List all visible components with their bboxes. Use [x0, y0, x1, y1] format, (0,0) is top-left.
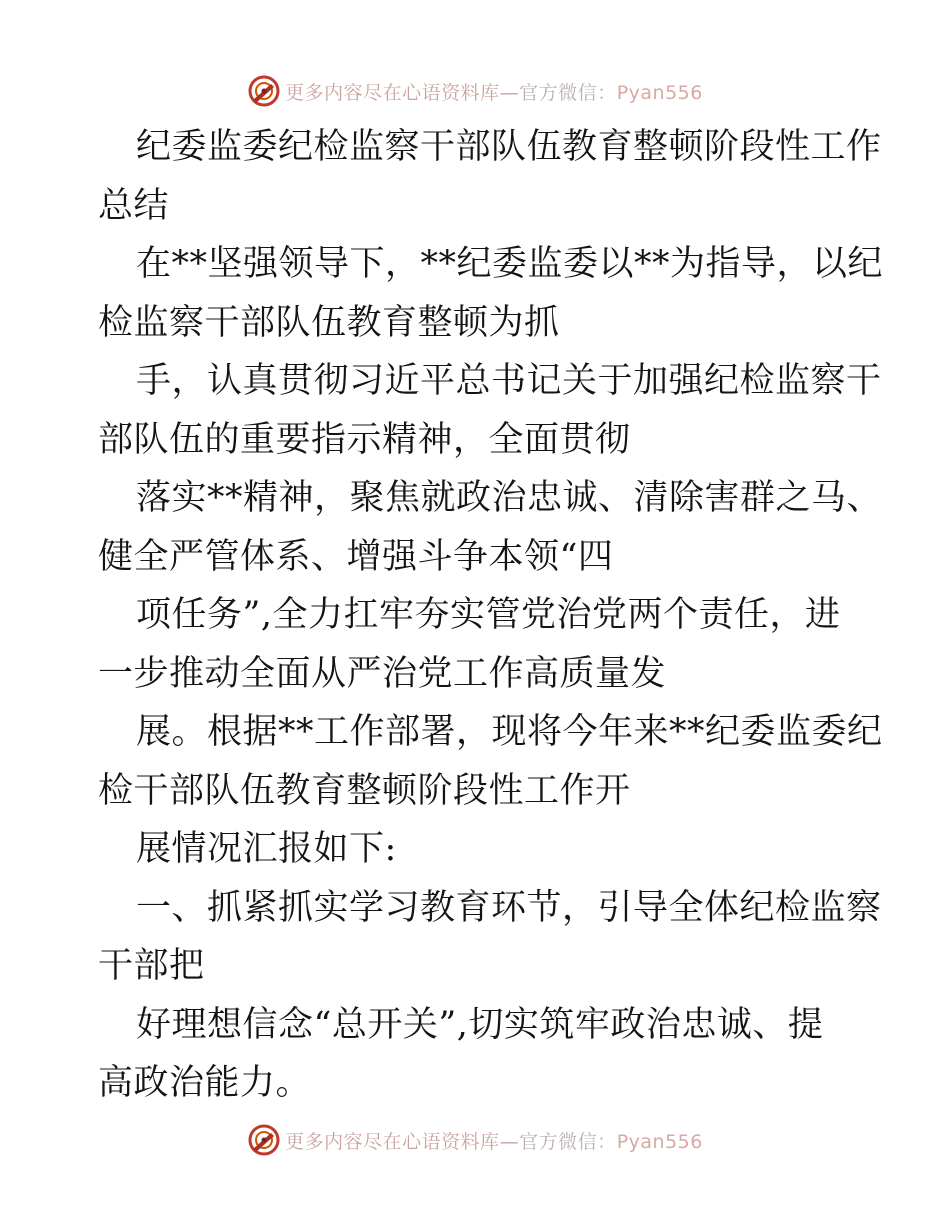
doc-title-line: 总结: [98, 185, 170, 226]
header-watermark: [0, 71, 950, 111]
logo-icon: [247, 74, 281, 108]
doc-title-line: 纪委监委纪检监察干部队伍教育整顿阶段性工作: [136, 127, 882, 167]
watermark-label: 官方微信：: [519, 81, 617, 104]
paragraph-line: 好理想信念“总开关”,切实筑牢政治忠诚、提: [136, 1004, 824, 1045]
paragraph-line: 展情况汇报如下:: [136, 829, 397, 869]
paragraph-line: 在**坚强领导下，**纪委监委以**为指导，以纪: [136, 244, 884, 284]
section-heading-line: 一、抓紧抓实学习教育环节，引导全体纪检监察: [136, 887, 882, 928]
paragraph-line: 健全严管体系、增强斗争本领“四: [98, 536, 614, 577]
watermark-text: 更多内容尽在心语资料库—: [285, 1130, 520, 1153]
paragraph-line: 落实**精神，聚焦就政治忠诚、清除害群之马、: [136, 478, 883, 518]
footer-watermark: [0, 1120, 950, 1160]
paragraph-line: 部队伍的重要指示精神，全面贯彻: [98, 419, 631, 460]
logo-icon: [247, 1123, 281, 1157]
paragraph-line: 一步推动全面从严治党工作高质量发: [98, 653, 667, 694]
section-heading-line: 干部把: [98, 946, 205, 986]
paragraph-line: 检监察干部队伍教育整顿为抓: [98, 302, 560, 343]
paragraph-line: 检干部队伍教育整顿阶段性工作开: [98, 770, 631, 811]
watermark-id: Pyan556: [616, 1130, 703, 1153]
watermark-id: Pyan556: [616, 81, 703, 104]
paragraph-line: 展。根据**工作部署，现将今年来**纪委监委纪: [136, 712, 883, 752]
watermark-text: 更多内容尽在心语资料库—: [285, 81, 520, 104]
paragraph-line: 手，认真贯彻习近平总书记关于加强纪检监察干: [136, 361, 882, 401]
paragraph-line: 项任务”,全力扛牢夯实管党治党两个责任，进: [136, 595, 841, 635]
paragraph-line: 高政治能力。: [98, 1063, 312, 1103]
watermark-label: 官方微信：: [519, 1130, 617, 1153]
document-body: [98, 118, 884, 1113]
